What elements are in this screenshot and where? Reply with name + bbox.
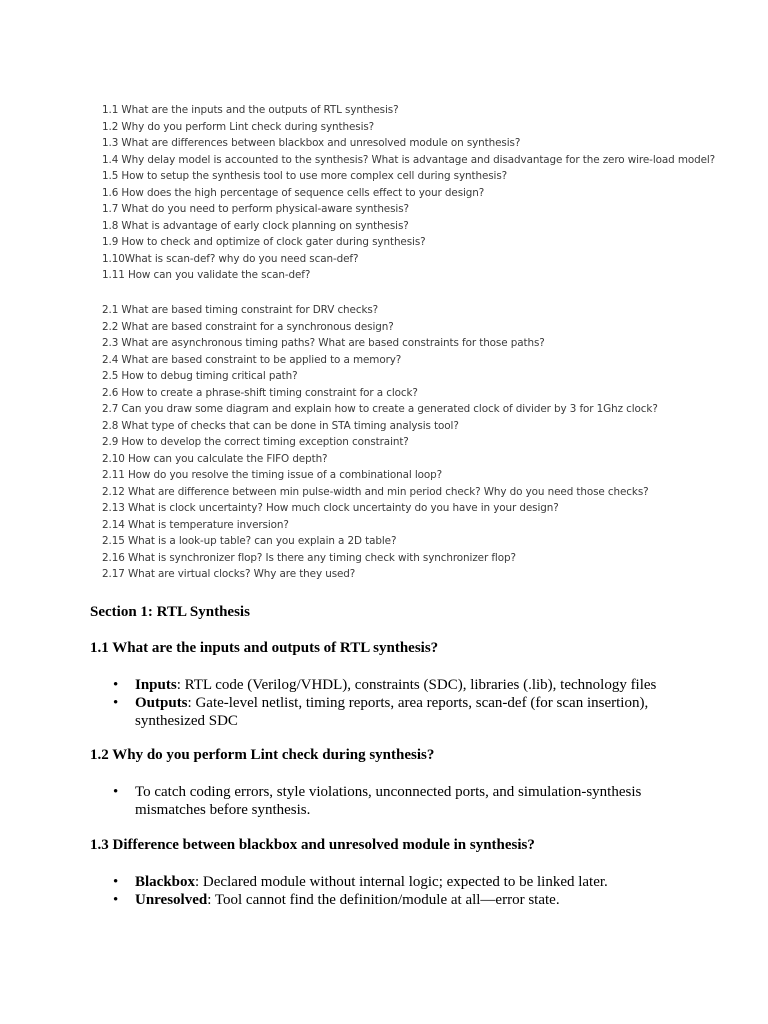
toc-item: 2.16 What is synchronizer flop? Is there any timing check with synchronizer flop? [102,551,516,564]
bullet-icon: • [113,784,119,800]
bullet-icon: • [113,677,119,693]
bullet-icon: • [113,695,119,711]
answer-list-1-1 [90,676,680,730]
list-item [90,694,680,730]
toc-item: 1.9 How to check and optimize of clock gater during synthesis? [102,236,426,248]
list-item [90,873,680,891]
bullet-icon: • [113,874,119,890]
toc-item: 2.7 Can you draw some diagram and explain how to create a generated clock of divider by 3 for 1Ghz clock? [102,403,658,415]
toc-item: 2.9 How to develop the correct timing exception constraint? [102,436,409,448]
toc-item: 2.11 How do you resolve the timing issue of a combinational loop? [102,469,443,481]
toc-section-2 [102,302,658,583]
section-title: Section 1: RTL Synthesis [90,604,250,620]
term: Unresolved [135,892,208,908]
list-item [90,676,680,694]
toc-item: 1.10What is scan-def? why do you need scan-def? [102,252,359,265]
term: Inputs [135,677,177,693]
toc-item: 1.3 What are differences between blackbox and unresolved module on synthesis? [102,137,521,149]
definition: : Declared module without internal logic; expected to be linked later. [195,874,608,890]
question-heading-1-3: 1.3 Difference between blackbox and unresolved module in synthesis? [90,837,535,853]
definition: : RTL code (Verilog/VHDL), constraints (SDC), libraries (.lib), technology files [176,677,657,693]
toc-item: 2.13 What is clock uncertainty? How much clock uncertainty do you have in your design? [102,502,559,514]
definition: : Gate-level netlist, timing reports, area reports, scan-def (for scan insertion), synthesized SDC [135,695,649,729]
toc-item: 2.5 How to debug timing critical path? [102,370,298,382]
toc-item: 1.1 What are the inputs and the outputs of RTL synthesis? [102,104,399,116]
toc-item: 2.8 What type of checks that can be done in STA timing analysis tool? [102,419,459,432]
toc-item: 1.5 How to setup the synthesis tool to use more complex cell during synthesis? [102,170,508,182]
toc-item: 2.3 What are asynchronous timing paths? What are based constraints for those paths? [102,337,545,349]
question-heading-1-1: 1.1 What are the inputs and outputs of RTL synthesis? [90,640,439,656]
toc-item: 1.4 Why delay model is accounted to the synthesis? What is advantage and disadvantage for the zero wire-load model? [102,153,716,166]
definition: : Tool cannot find the definition/module at all—error state. [207,892,560,908]
definition: To catch coding errors, style violations, unconnected ports, and simulation-synthesis mismatches before synthesis. [135,784,642,818]
question-heading-1-2: 1.2 Why do you perform Lint check during synthesis? [90,747,435,763]
toc-item: 2.4 What are based constraint to be applied to a memory? [102,353,402,366]
toc-item: 2.6 How to create a phrase-shift timing constraint for a clock? [102,386,418,399]
answer-list-1-2 [90,783,680,819]
toc-item: 1.7 What do you need to perform physical-aware synthesis? [102,203,409,215]
toc-section-1 [102,102,715,284]
toc-item: 2.12 What are difference between min pulse-width and min period check? Why do you need those checks? [102,485,649,498]
answer-list-1-3 [90,873,680,909]
toc-item: 2.17 What are virtual clocks? Why are they used? [102,568,356,580]
toc-item: 1.11 How can you validate the scan-def? [102,269,311,281]
toc-item: 2.10 How can you calculate the FIFO depth? [102,452,328,465]
toc-item: 2.14 What is temperature inversion? [102,518,289,531]
toc-item: 1.6 How does the high percentage of sequence cells effect to your design? [102,186,485,199]
toc-item: 2.2 What are based constraint for a synchronous design? [102,320,394,333]
toc-item: 2.1 What are based timing constraint for DRV checks? [102,304,379,316]
toc-item: 1.8 What is advantage of early clock planning on synthesis? [102,219,409,232]
list-item [90,783,680,819]
term: Blackbox [135,874,196,890]
toc-item: 1.2 Why do you perform Lint check during synthesis? [102,120,375,133]
toc-item: 2.15 What is a look-up table? can you explain a 2D table? [102,535,397,547]
term: Outputs [135,695,188,711]
bullet-icon: • [113,892,119,908]
list-item [90,891,680,909]
